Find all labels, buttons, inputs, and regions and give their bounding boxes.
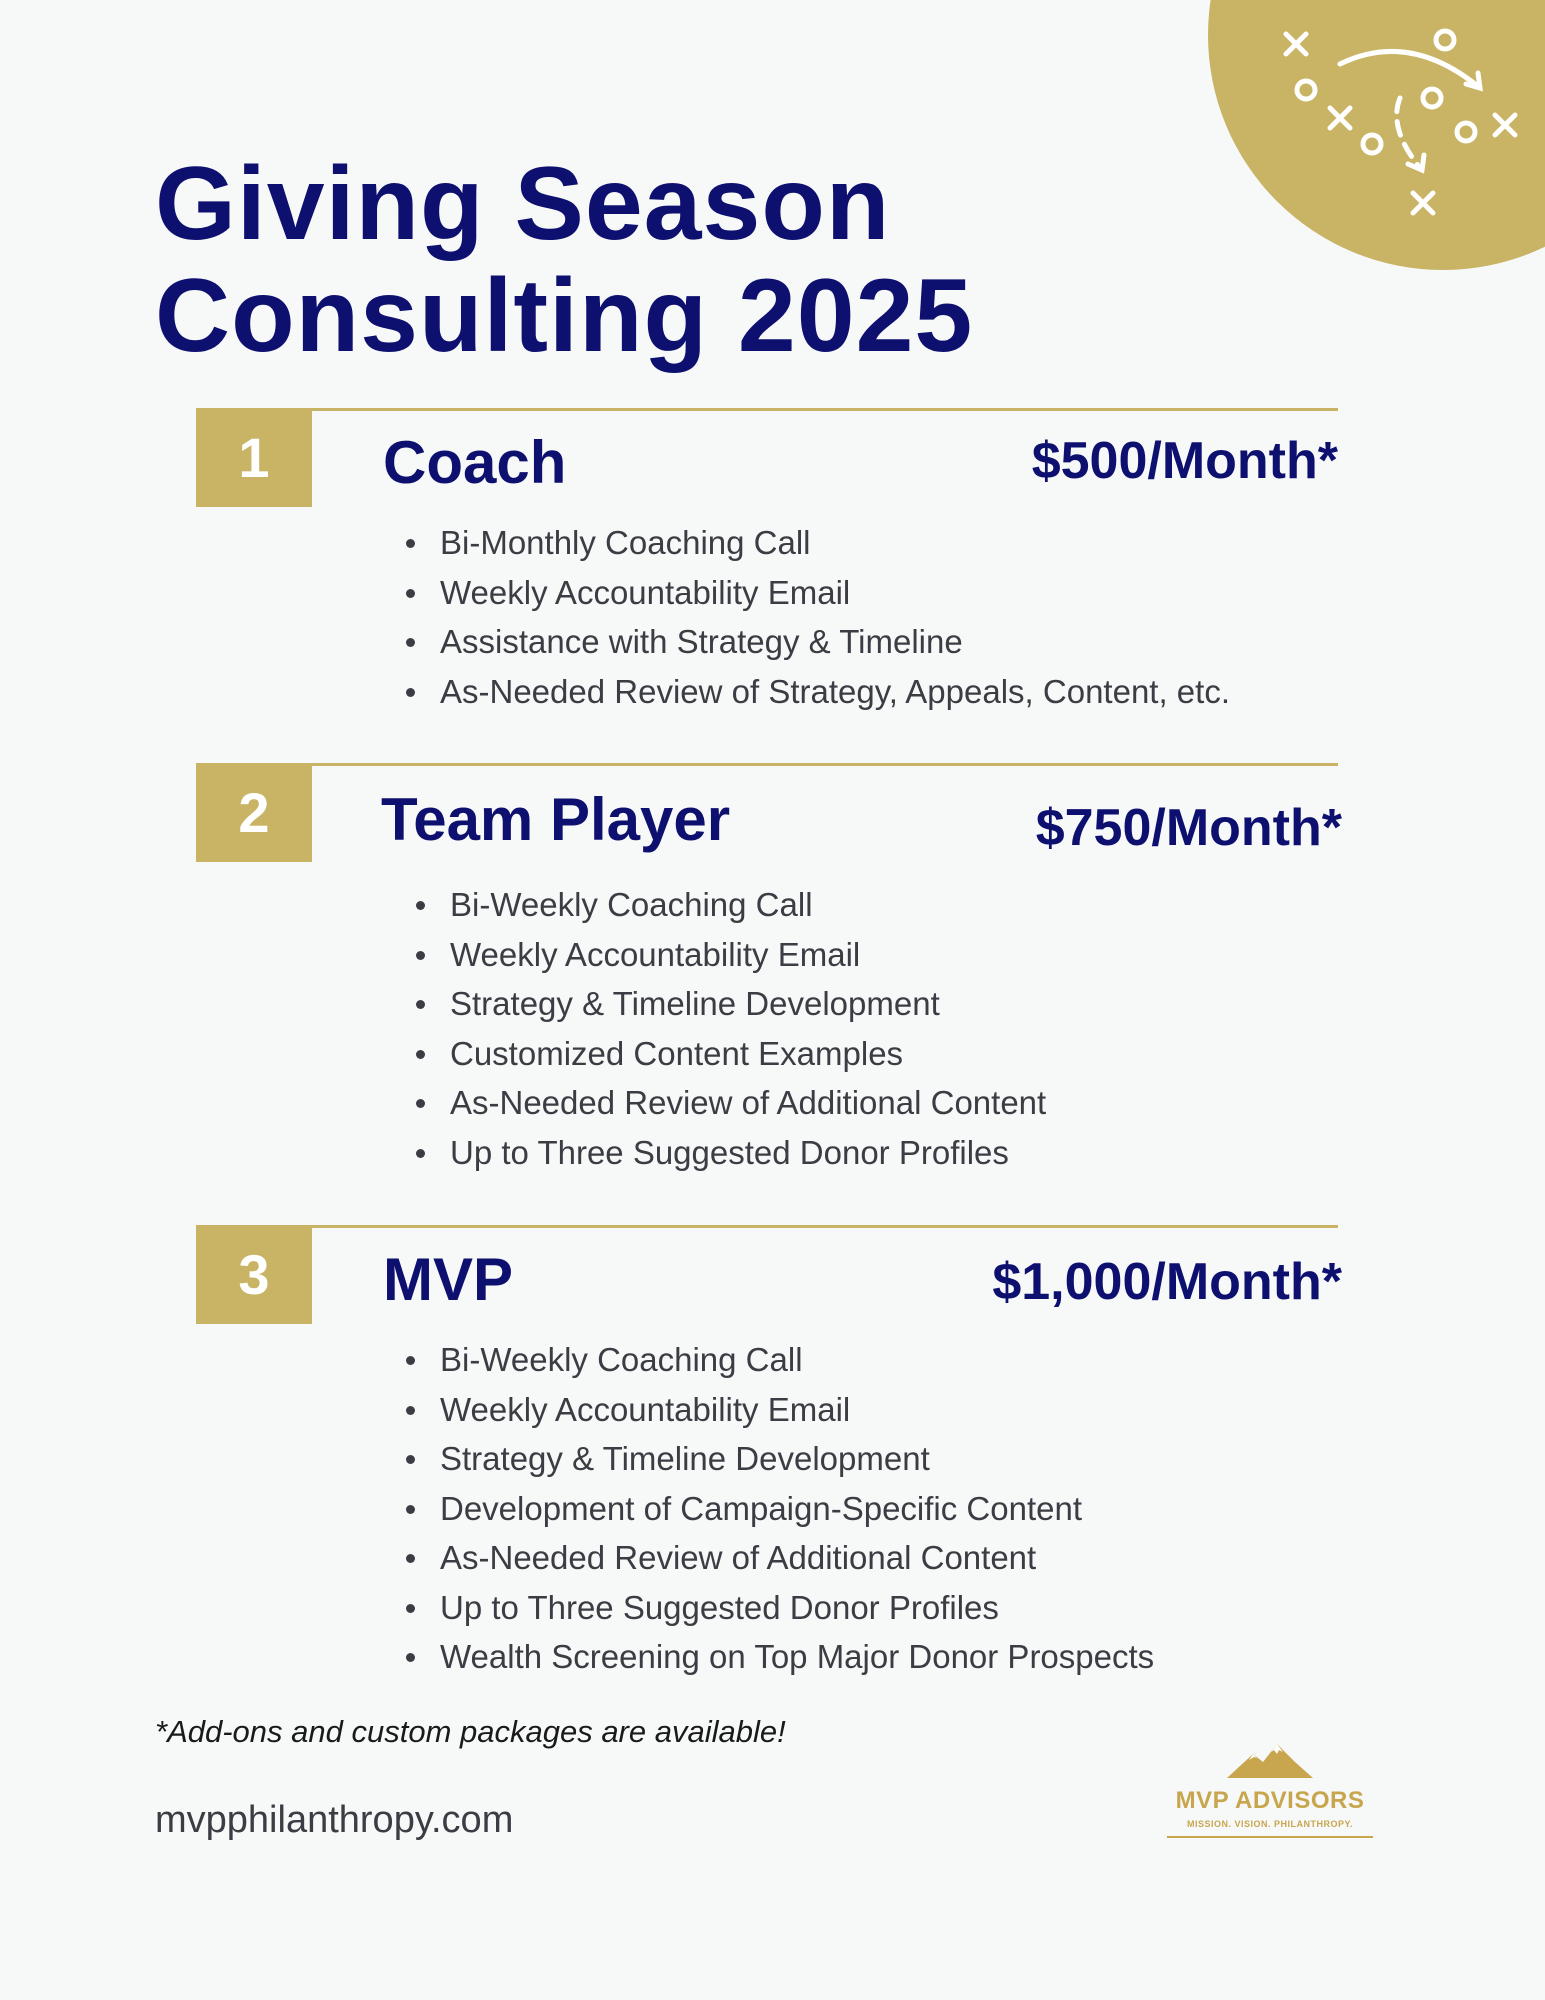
package-name: Coach bbox=[383, 429, 567, 496]
list-item: Weekly Accountability Email bbox=[406, 568, 1230, 618]
package-number: 3 bbox=[196, 1225, 312, 1324]
package-name: MVP bbox=[383, 1246, 514, 1313]
package-price: $1,000/Month* bbox=[992, 1253, 1342, 1311]
package-number: 2 bbox=[196, 763, 312, 862]
list-item: Up to Three Suggested Donor Profiles bbox=[416, 1128, 1046, 1178]
logo-tagline: MISSION. VISION. PHILANTHROPY. bbox=[1186, 1819, 1354, 1829]
list-item: Strategy & Timeline Development bbox=[406, 1434, 1154, 1484]
logo-underline bbox=[1167, 1836, 1373, 1838]
list-item: As-Needed Review of Additional Content bbox=[406, 1533, 1154, 1583]
page-title bbox=[155, 148, 973, 372]
list-item: As-Needed Review of Additional Content bbox=[416, 1078, 1046, 1128]
brand-logo bbox=[1165, 1740, 1375, 1840]
list-item: Bi-Weekly Coaching Call bbox=[406, 1335, 1154, 1385]
list-item: Assistance with Strategy & Timeline bbox=[406, 617, 1230, 667]
title-line-2: Consulting 2025 bbox=[155, 258, 974, 374]
list-item: Up to Three Suggested Donor Profiles bbox=[406, 1583, 1154, 1633]
feature-list bbox=[406, 1335, 1154, 1682]
list-item: Development of Campaign-Specific Content bbox=[406, 1484, 1154, 1534]
list-item: Wealth Screening on Top Major Donor Prospects bbox=[406, 1632, 1154, 1682]
playbook-icon bbox=[1270, 18, 1540, 228]
feature-list bbox=[416, 880, 1046, 1177]
mountain-icon bbox=[1225, 1740, 1315, 1780]
package-number: 1 bbox=[196, 408, 312, 507]
package-divider bbox=[311, 1225, 1338, 1228]
package-divider bbox=[311, 408, 1338, 411]
title-line-1: Giving Season bbox=[155, 146, 891, 262]
logo-name: MVP ADVISORS bbox=[1175, 1787, 1365, 1814]
list-item: Weekly Accountability Email bbox=[406, 1385, 1154, 1435]
list-item: Bi-Monthly Coaching Call bbox=[406, 518, 1230, 568]
footnote: *Add-ons and custom packages are available! bbox=[155, 1714, 786, 1749]
list-item: As-Needed Review of Strategy, Appeals, Content, etc. bbox=[406, 667, 1230, 717]
list-item: Customized Content Examples bbox=[416, 1029, 1046, 1079]
website-link[interactable]: mvpphilanthropy.com bbox=[155, 1799, 514, 1841]
list-item: Strategy & Timeline Development bbox=[416, 979, 1046, 1029]
list-item: Weekly Accountability Email bbox=[416, 930, 1046, 980]
package-price: $750/Month* bbox=[1035, 799, 1342, 857]
feature-list bbox=[406, 518, 1230, 716]
list-item: Bi-Weekly Coaching Call bbox=[416, 880, 1046, 930]
package-divider bbox=[311, 763, 1338, 766]
package-price: $500/Month* bbox=[1031, 432, 1338, 490]
package-name: Team Player bbox=[381, 786, 731, 853]
